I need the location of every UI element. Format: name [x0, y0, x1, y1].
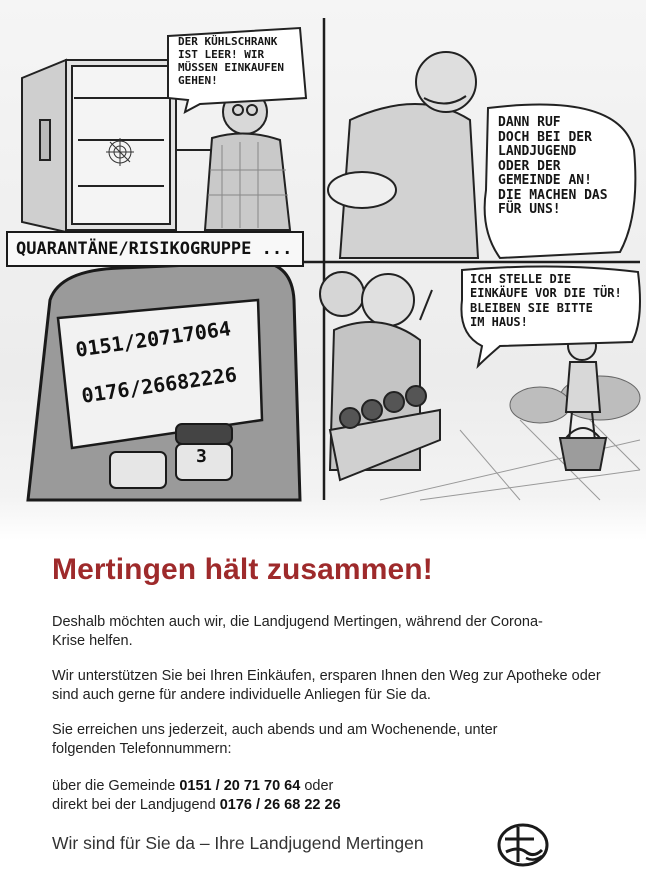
- contact-landjugend-number[interactable]: 0176 / 26 68 22 26: [219, 797, 341, 813]
- woman-figure: [176, 90, 290, 230]
- landjugend-logo-icon: [496, 822, 550, 868]
- contact-gemeinde: [52, 777, 612, 796]
- contact-landjugend-prefix: direkt bei der Landjugend: [52, 797, 220, 813]
- phone-screen-number-1: 0151/20717064: [74, 316, 233, 362]
- contact-landjugend: [52, 796, 612, 815]
- contact-gemeinde-suffix: oder: [300, 778, 334, 794]
- keypad-digit: 3: [196, 446, 207, 467]
- services-paragraph: Wir unterstützen Sie bei Ihren Einkäufen, ersparen Ihnen den Weg zur Apotheke oder sind auch gerne für andere individuelle Anliegen für Sie da.: [52, 668, 601, 703]
- contact-gemeinde-number[interactable]: 0151 / 20 71 70 64: [179, 778, 301, 794]
- speech-bubble-4-text: ICH STELLE DIE EINKÄUFE VOR DIE TÜR! BLEIBEN SIE BITTE IM HAUS!: [470, 272, 622, 330]
- closing-line: Wir sind für Sie da – Ihre Landjugend Mertingen: [52, 833, 424, 853]
- caption-box: [6, 231, 304, 267]
- headline: Mertingen hält zusammen!: [52, 553, 433, 586]
- caption-text: QUARANTÄNE/RISIKOGRUPPE ...: [16, 239, 293, 259]
- fridge-drawing: [22, 60, 176, 232]
- contact-gemeinde-prefix: über die Gemeinde: [52, 778, 180, 794]
- speech-bubble-1-text: DER KÜHLSCHRANK IST LEER! WIR MÜSSEN EINKAUFEN GEHEN!: [178, 35, 284, 87]
- phone-screen-number-2: 0176/26682226: [80, 362, 239, 408]
- intro-paragraph: Deshalb möchten auch wir, die Landjugend Mertingen, während der Corona-Krise helfen.: [52, 614, 543, 649]
- shopping-basket-icon: [560, 428, 606, 470]
- speech-bubble-2-text: DANN RUF DOCH BEI DER LANDJUGEND ODER DER GEMEINDE AN! DIE MACHEN DAS FÜR UNS!: [498, 115, 608, 218]
- availability-paragraph: Sie erreichen uns jederzeit, auch abends und am Wochenende, unter folgenden Telefonnummern:: [52, 722, 498, 757]
- man-figure: [328, 52, 478, 258]
